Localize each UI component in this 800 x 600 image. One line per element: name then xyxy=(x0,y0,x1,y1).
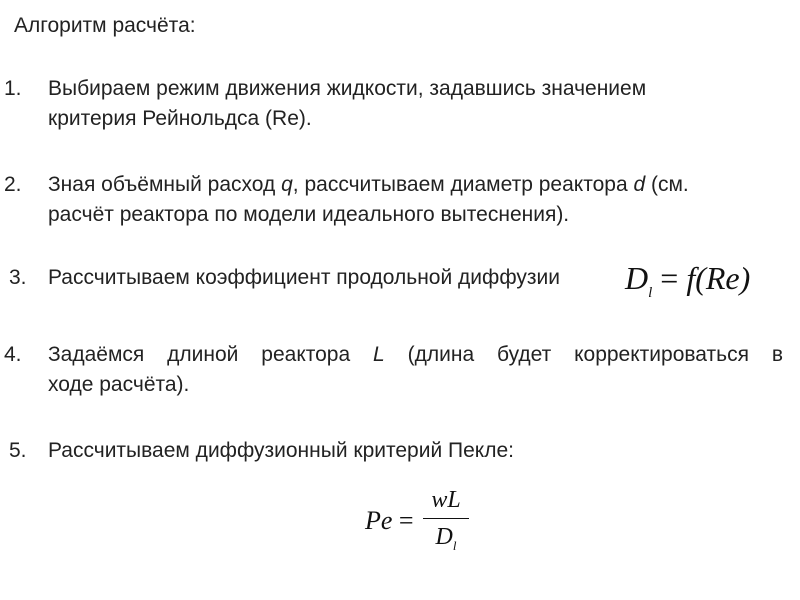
step-4-line-2: ходе расчёта). xyxy=(48,373,190,396)
diameter-variable: d xyxy=(633,173,646,196)
step-5-number: 5. xyxy=(9,439,27,462)
peclet-denominator-subscript: l xyxy=(452,538,457,553)
formula-function: f xyxy=(686,260,696,296)
step-4-line-1-suffix: (длина будет корректироваться в xyxy=(384,343,783,366)
peclet-formula xyxy=(365,486,485,566)
step-2-line-1-mid: , рассчитываем диаметр реактора xyxy=(292,173,634,196)
step-2-line-1-prefix: Зная объёмный расход xyxy=(48,173,282,196)
step-4-line-1-prefix: Задаёмся длиной реактора xyxy=(48,343,374,366)
page-title: Алгоритм расчёта: xyxy=(14,14,196,37)
formula-d-subscript: l xyxy=(648,285,653,301)
step-4-line-1 xyxy=(48,340,783,370)
peclet-fraction xyxy=(423,486,469,560)
step-2-number: 2. xyxy=(4,173,22,196)
peclet-lhs xyxy=(365,506,414,536)
step-5-text: Рассчитываем диффузионный критерий Пекле: xyxy=(48,439,514,462)
step-2-line-2: расчёт реактора по модели идеального вытеснения). xyxy=(48,203,570,226)
length-variable: L xyxy=(373,343,385,366)
step-3-text: Рассчитываем коэффициент продольной диффузии xyxy=(48,266,560,289)
step-2-text xyxy=(48,170,689,230)
peclet-equals: = xyxy=(392,506,414,535)
peclet-denominator-symbol: D xyxy=(435,524,453,550)
step-1-line-1: Выбираем режим движения жидкости, задавшись значением xyxy=(48,77,647,100)
formula-d-symbol: D xyxy=(625,260,649,296)
step-3-number: 3. xyxy=(9,266,27,289)
diffusion-coefficient-formula xyxy=(625,258,750,313)
peclet-numerator: wL xyxy=(431,487,461,513)
step-1-number: 1. xyxy=(4,77,22,100)
peclet-symbol: Pe xyxy=(365,506,393,535)
peclet-denominator xyxy=(423,523,469,560)
step-4-text xyxy=(48,340,783,400)
step-2-line-1-suffix: (см. xyxy=(645,173,689,196)
flow-rate-variable: q xyxy=(281,173,293,196)
step-4-number: 4. xyxy=(4,343,22,366)
formula-equals: = xyxy=(652,260,687,296)
step-1-text xyxy=(48,74,646,134)
formula-argument: (Re) xyxy=(695,260,751,296)
step-1-line-2: критерия Рейнольдса (Re). xyxy=(48,107,312,130)
step-2-line-1 xyxy=(48,170,689,200)
fraction-bar xyxy=(423,518,469,519)
